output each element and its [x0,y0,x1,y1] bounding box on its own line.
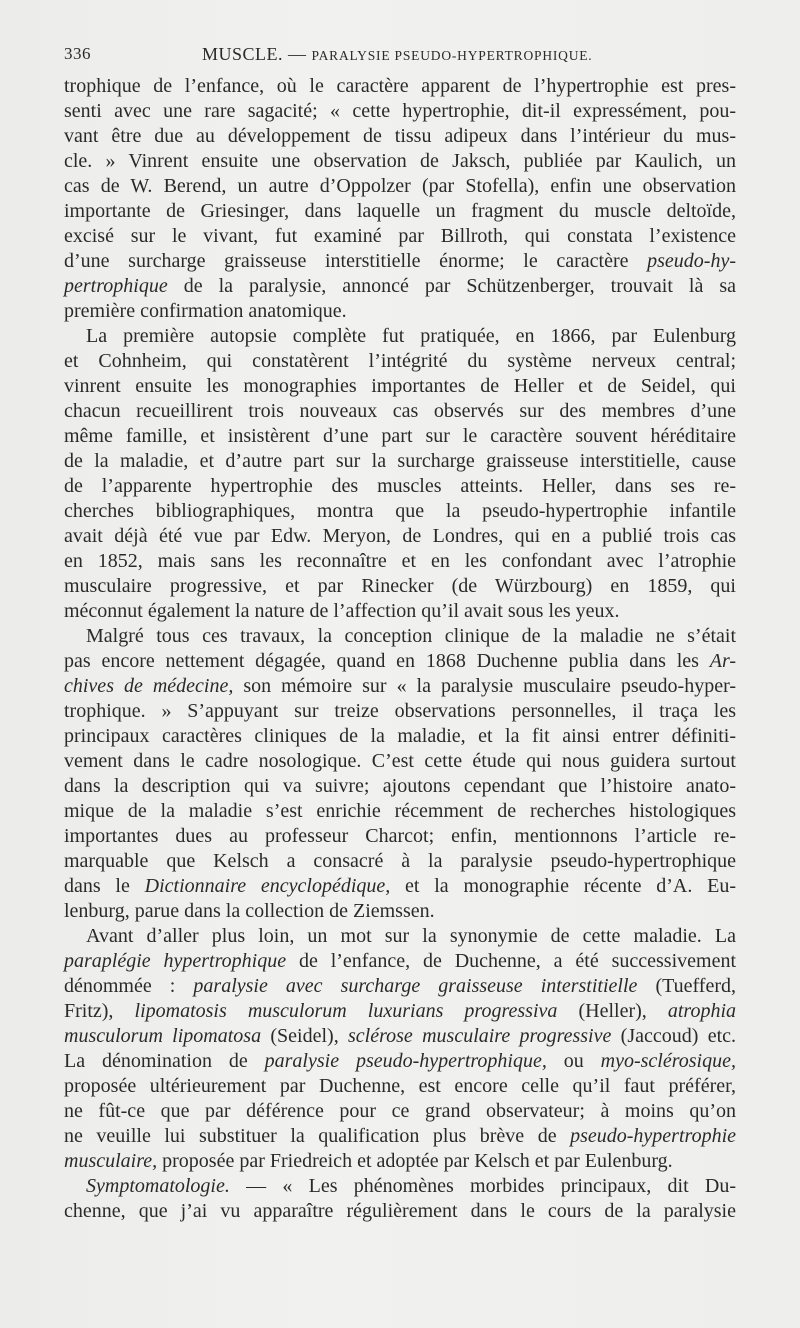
text-line [64,999,736,1024]
text-segment: Avant d’aller plus loin, un mot sur la synonymie de cette maladie. La [86,925,736,947]
text-line [64,774,736,799]
text-line [64,1149,736,1174]
text-line [64,924,736,949]
running-head-main: MUSCLE. — [202,44,312,64]
text-segment: lenburg, parue dans la collection de Ziemssen. [64,900,435,922]
text-line [64,449,736,474]
text-segment: dénommée : [64,975,194,997]
text-segment: méconnut également la nature de l’affection qu’il avait sous les yeux. [64,600,620,622]
text-line [64,824,736,849]
text-line [64,124,736,149]
text-segment: proposée par Friedreich et adoptée par Kelsch et par Eulenburg. [157,1150,673,1172]
text-line [64,599,736,624]
text-line [64,524,736,549]
text-segment: dans le [64,875,145,897]
text-segment: musculaire progressive, et par Rinecker (de Würzbourg) en 1859, qui [64,575,736,597]
text-segment: excisé sur le vivant, fut examiné par Billroth, qui constata l’existence [64,225,736,247]
text-segment: chacun recueillirent trois nouveaux cas observés sur des membres d’une [64,400,736,422]
text-segment: cas de W. Berend, un autre d’Oppolzer (par Stofella), enfin une observation [64,175,736,197]
text-line [64,1074,736,1099]
text-line [64,174,736,199]
text-segment: vement dans le cadre nosologique. C’est cette étude qui nous guidera surtout [64,750,736,772]
text-segment: principaux caractères cliniques de la maladie, et la fit ainsi entrer définiti- [64,725,736,747]
page-header [64,42,736,68]
text-line [64,799,736,824]
text-segment: La dénomination de [64,1050,265,1072]
text-segment: importantes dues au professeur Charcot; enfin, mentionnons l’article re- [64,825,736,847]
text-line [64,624,736,649]
running-head-sub: PARALYSIE PSEUDO-HYPERTROPHIQUE. [311,48,593,63]
text-segment: ne fût-ce que par déférence pour ce grand observateur; à moins qu’on [64,1100,736,1122]
text-line [64,699,736,724]
text-line [64,874,736,899]
italic-text: musculaire, [64,1150,158,1172]
text-segment: même famille, et insistèrent d’une part sur le caractère souvent héréditaire [64,425,736,447]
text-segment: son mémoire sur « la paralysie musculaire pseudo-hyper- [233,675,736,697]
text-segment: ne veuille lui substituer la qualification plus brève de [64,1125,571,1147]
text-segment: ou [546,1050,601,1072]
text-segment: importante de Griesinger, dans laquelle un fragment du muscle deltoïde, [64,200,736,222]
text-line [64,99,736,124]
text-line [64,649,736,674]
italic-text: Dictionnaire encyclopédique, [144,875,391,897]
text-segment: de la paralysie, annoncé par Schützenberger, trouvait là sa [167,275,736,297]
italic-text: paralysie avec surcharge graisseuse interstitielle [193,975,638,997]
text-segment: (Jaccoud) etc. [611,1025,736,1047]
text-line [64,424,736,449]
italic-text: sclérose musculaire progressive [348,1025,612,1047]
text-line [64,674,736,699]
text-segment: marquable que Kelsch a consacré à la paralysie pseudo-hypertrophique [64,850,736,872]
italic-text: pseudo-hypertrophie [570,1125,736,1147]
text-segment: et Cohnheim, qui constatèrent l’intégrité du système nerveux central; [64,350,736,372]
text-segment: et la monographie récente d’A. Eu- [390,875,737,897]
text-segment: en 1852, mais sans les reconnaître et en les confondant avec l’atrophie [64,550,736,572]
text-line [64,574,736,599]
italic-text: lipomatosis musculorum luxurians progressiva [134,1000,558,1022]
text-line [64,1124,736,1149]
text-segment: Malgré tous ces travaux, la conception clinique de la maladie ne s’était [86,625,736,647]
text-line [64,74,736,99]
text-line [64,474,736,499]
text-segment: trophique. » S’appuyant sur treize observations personnelles, il traça les [64,700,736,722]
text-segment: (Tuefferd, [637,975,736,997]
text-segment: trophique de l’enfance, où le caractère apparent de l’hypertrophie est pres- [64,75,736,97]
text-line [64,1199,736,1224]
text-line [64,549,736,574]
text-line [64,899,736,924]
text-segment: chenne, que j’ai vu apparaître régulièrement dans le cours de la paralysie [64,1200,736,1222]
text-segment: senti avec une rare sagacité; « cette hypertrophie, dit-il expressément, pou- [64,100,736,122]
text-segment: cherches bibliographiques, montra que la pseudo-hypertrophie infantile [64,500,736,522]
text-line [64,349,736,374]
text-line [64,374,736,399]
text-line [64,724,736,749]
text-line [64,224,736,249]
text-segment: Fritz), [64,1000,135,1022]
text-segment: de l’enfance, de Duchenne, a été successivement [286,950,736,972]
text-segment: d’une surcharge graisseuse interstitielle énorme; le caractère [64,250,648,272]
text-segment: première confirmation anatomique. [64,300,347,322]
italic-text: Ar- [709,650,736,672]
italic-text: paraplégie hypertrophique [64,950,287,972]
text-segment: avait déjà été vue par Edw. Meryon, de Londres, qui en a publié trois cas [64,525,736,547]
text-segment: (Heller), [557,1000,668,1022]
text-segment: dans la description qui va suivre; ajoutons cependant que l’histoire anato- [64,775,736,797]
italic-text: chives de médecine, [64,675,234,697]
text-line [64,1174,736,1199]
italic-text: Symptomatologie. [86,1175,230,1197]
italic-text: pseudo-hy- [647,250,736,272]
text-segment: cle. » Vinrent ensuite une observation de Jaksch, publiée par Kaulich, un [64,150,736,172]
running-head [202,44,592,65]
text-segment: mique de la maladie s’est enrichie récemment de recherches histologiques [64,800,736,822]
text-segment: (Seidel), [261,1025,348,1047]
text-line [64,299,736,324]
text-line [64,1099,736,1124]
text-segment: La première autopsie complète fut pratiquée, en 1866, par Eulenburg [86,325,736,347]
text-line [64,849,736,874]
text-segment: proposée ultérieurement par Duchenne, est encore celle qu’il faut préférer, [64,1075,736,1097]
italic-text: pertrophique [64,275,168,297]
body-text [64,74,736,1224]
text-segment: de la maladie, et d’autre part sur la surcharge graisseuse interstitielle, cause [64,450,736,472]
text-line [64,1024,736,1049]
text-line [64,1049,736,1074]
text-line [64,149,736,174]
text-segment: vinrent ensuite les monographies importantes de Heller et de Seidel, qui [64,375,736,397]
text-line [64,324,736,349]
page-number: 336 [64,44,91,63]
italic-text: myo-sclérosique, [600,1050,736,1072]
text-line [64,274,736,299]
text-line [64,499,736,524]
text-line [64,974,736,999]
italic-text: paralysie pseudo-hypertrophique, [264,1050,547,1072]
text-line [64,949,736,974]
text-segment: — « Les phénomènes morbides principaux, dit Du- [229,1175,736,1197]
text-line [64,249,736,274]
text-segment: pas encore nettement dégagée, quand en 1868 Duchenne publia dans les [64,650,710,672]
italic-text: atrophia [667,1000,736,1022]
text-line [64,399,736,424]
text-segment: vant être due au développement de tissu adipeux dans l’intérieur du mus- [64,125,736,147]
text-line [64,199,736,224]
italic-text: musculorum lipomatosa [64,1025,262,1047]
text-line [64,749,736,774]
text-segment: de l’apparente hypertrophie des muscles atteints. Heller, dans ses re- [64,475,736,497]
